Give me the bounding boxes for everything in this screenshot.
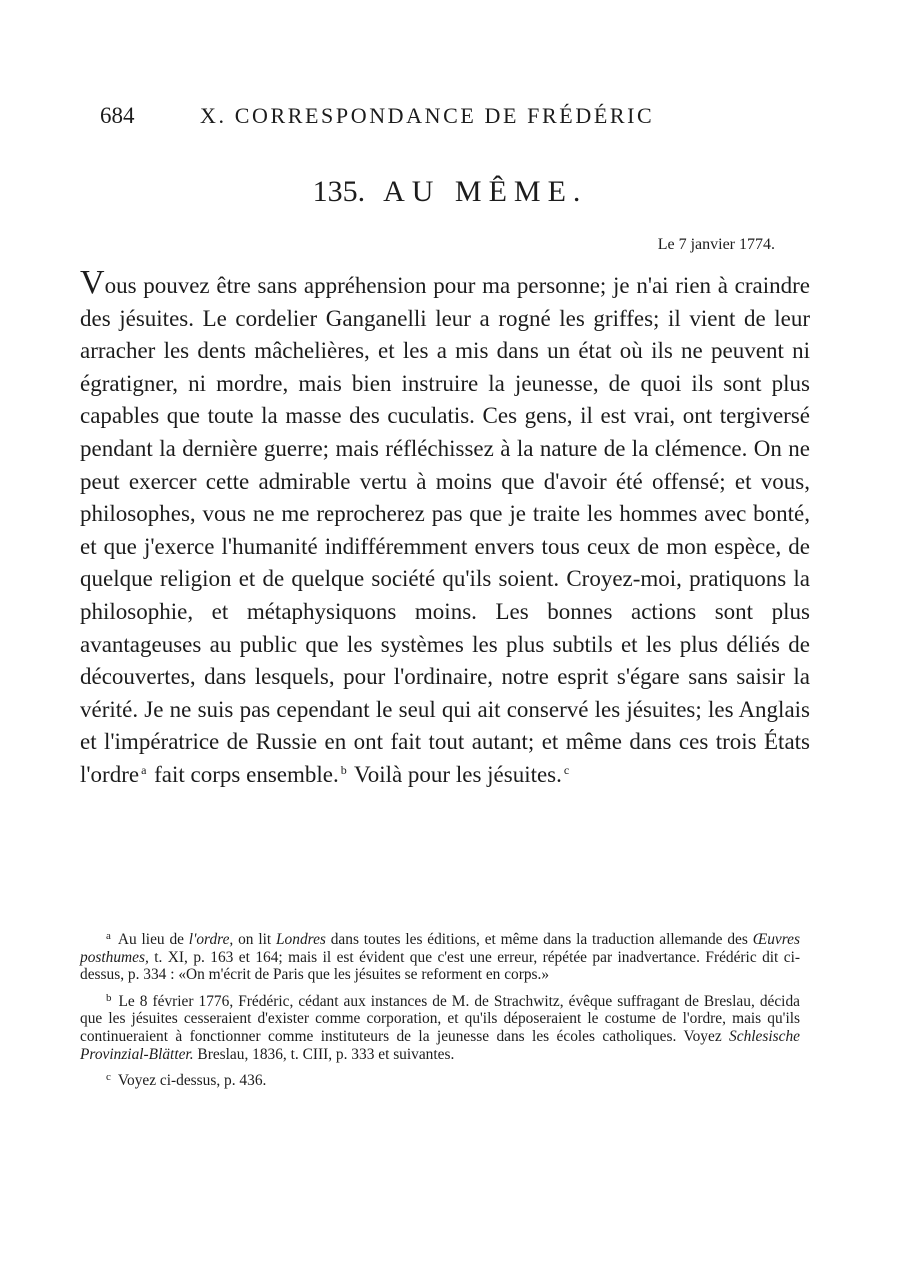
footnote-text: t. XI, p. 163 et 164; mais il est évident que c'est une erreur, répétée par inadvertance. Frédéric dit ci-dessus, p. 334 : «On m'écrit de Paris que les jésuites se reforment en corps.» (80, 948, 800, 984)
page-number: 684 (100, 103, 135, 128)
footnote-a (80, 928, 800, 984)
footnote-text: Voyez ci-dessus, p. 436. (117, 1072, 267, 1090)
running-title: X. CORRESPONDANCE DE FRÉDÉRIC (200, 103, 655, 128)
footnote-text: Le 8 février 1776, Frédéric, cédant aux instances de M. de Strachwitz, évêque suffragant de Breslau, décida que les jésuites cesseraient d'exister comme corporation, et qu'ils déposeraient le costume de l'ordre, mais qu'ils continueraient à fonctionner comme instituteurs de la jeunesse dans les écoles catholiques. Voyez (80, 992, 800, 1045)
footnotes (80, 928, 800, 1096)
footnote-c (80, 1069, 800, 1090)
body-text-part-3: Voilà pour les jésuites. (348, 761, 562, 787)
footnote-text: Breslau, 1836, t. CIII, p. 333 et suivantes. (193, 1045, 455, 1063)
letter-title: AU MÊME. (383, 175, 588, 208)
drop-cap: V (80, 264, 105, 301)
footnote-text: on lit (233, 931, 276, 948)
footnote-italic: Œuvres posthumes, (80, 931, 800, 966)
letter-date: Le 7 janvier 1774. (657, 236, 775, 253)
footnote-ref-b: b (340, 762, 347, 777)
footnote-italic: Londres (276, 931, 326, 948)
footnote-b (80, 990, 800, 1063)
footnote-text: Au lieu de (117, 931, 189, 948)
footnote-mark: a (106, 930, 111, 942)
footnote-mark: c (106, 1071, 111, 1084)
footnote-italic: Schlesische Provinzial-Blätter. (80, 1027, 800, 1063)
footnote-ref-a: a (141, 762, 147, 777)
footnote-italic: l'ordre, (188, 931, 234, 948)
footnote-ref-c: c (563, 762, 570, 777)
letter-heading (0, 175, 900, 209)
body-text-part-2: fait corps ensemble. (148, 761, 339, 787)
letter-body (80, 264, 810, 792)
body-text-part-1: ous pouvez être sans appréhension pour ma personne; je n'ai rien à craindre des jésuites. Le cordelier Ganganelli leur a rogné les griffes; il vient de leur arracher les dents mâchelières, et les a mis dans un état où ils ne peuvent ni égratigner, ni mordre, mais bien instruire la jeunesse, de quoi ils sont plus capables que toute la masse des cuculatis. Ces gens, il est vrai, ont tergiversé pendant la dernière guerre; mais réfléchissez à la nature de la clémence. On ne peut exercer cette admirable vertu à moins que d'avoir été offensé; et vous, philosophes, vous ne me reprocherez pas que je traite les hommes avec bonté, et que j'exerce l'humanité indifféremment envers tous ceux de mon espèce, de quelque religion et de quelque société qu'ils soient. Croyez-moi, pratiquons la philosophie, et métaphysiquons moins. Les bonnes actions sont plus avantageuses au public que les systèmes les plus subtils et les plus déliés de découvertes, dans lesquels, pour l'ordinaire, notre esprit s'égare sans saisir la vérité. Je ne suis pas cependant le seul qui ait conservé les jésuites; les Anglais et l'impératrice de Russie en ont fait tout autant; et même dans ces trois États l'ordre (80, 273, 810, 787)
footnote-mark: b (106, 991, 112, 1004)
letter-number: 135. (312, 175, 366, 208)
running-head (100, 103, 720, 135)
footnote-text: dans toutes les éditions, et même dans la traduction allemande des (325, 931, 753, 948)
